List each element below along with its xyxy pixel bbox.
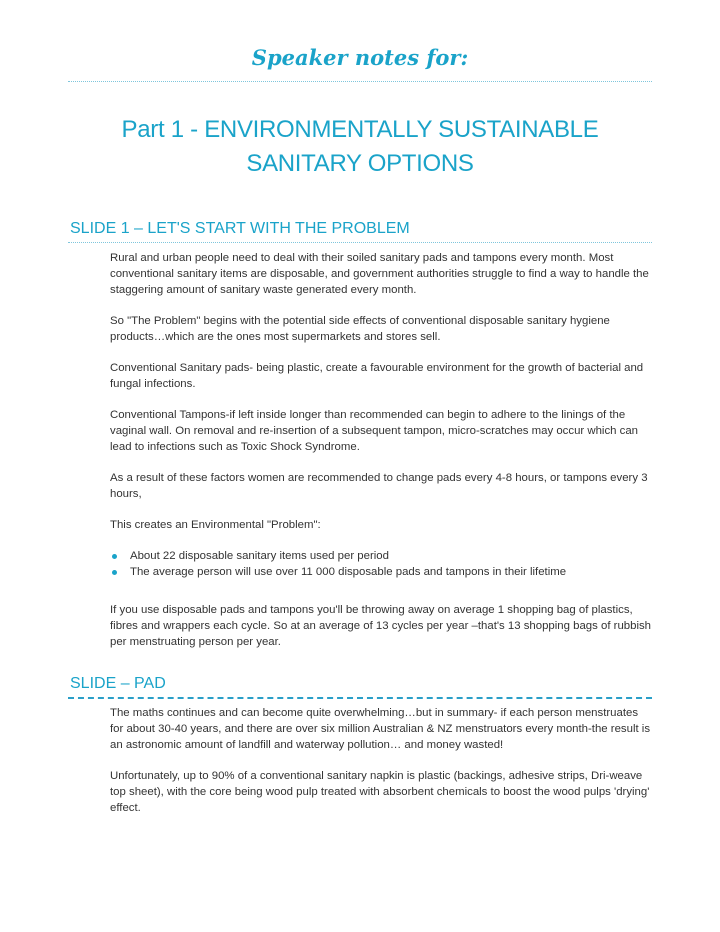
slide1-paragraph: So "The Problem" begins with the potential side effects of conventional disposable sanitary hygiene products…which are the ones most supermarkets and stores sell. [110,315,610,343]
slide1-paragraph: Conventional Tampons-if left inside longer than recommended can begin to adhere to the linings of the vaginal wall. On removal and re-insertion of a subsequent tampon, micro-scratches may occur which can lead to infections such as Toxic Shock Syndrome. [110,409,639,453]
slide1-paragraph: Conventional Sanitary pads- being plastic, create a favourable environment for the growth of bacterial and fungal infections. [110,362,644,390]
slide1-paragraph: This creates an Environmental "Problem": [110,519,321,531]
slide1-content [110,250,652,580]
bullet-item: About 22 disposable sanitary items used per period [110,548,652,564]
part-title: Part 1 - ENVIRONMENTALLY SUSTAINABLE SANITARY OPTIONS [121,116,599,177]
slide2-heading: SLIDE – PAD [70,675,166,692]
header-divider [68,81,652,82]
speaker-notes-heading: Speaker notes for: [251,45,469,70]
slide1-closing-paragraph: If you use disposable pads and tampons you'll be throwing away on average 1 shopping bag of plastics, fibres and wrappers each cycle. So at an average of 13 cycles per year –that's 13 shopping bags of rubbish per menstruating person per year. [110,604,652,648]
problem-bullet-list [110,548,652,580]
slide1-paragraph: As a result of these factors women are recommended to change pads every 4-8 hours, or tampons every 3 hours, [110,472,648,500]
slide2-divider [68,697,652,699]
bullet-item: The average person will use over 11 000 disposable pads and tampons in their lifetime [110,564,652,580]
slide1-divider [68,242,652,243]
slide2-paragraph: The maths continues and can become quite overwhelming…but in summary- if each person menstruates for about 30-40 years, and there are over six million Australian & NZ menstruators every month-the result is an astronomic amount of landfill and waterway pollution… and money wasted! [110,707,651,751]
slide1-heading: SLIDE 1 – LET'S START WITH THE PROBLEM [70,220,410,237]
slide2-paragraph: Unfortunately, up to 90% of a conventional sanitary napkin is plastic (backings, adhesive strips, Dri-weave top sheet), with the core being wood pulp treated with absorbent chemicals to boost the wood pulps 'drying' effect. [110,770,650,814]
slide2-content [110,705,652,831]
slide1-closing-content [110,602,652,665]
slide1-paragraph: Rural and urban people need to deal with their soiled sanitary pads and tampons every month. Most conventional sanitary items are disposable, and government authorities struggle to find a way to handle the staggering amount of sanitary waste generated every month. [110,252,649,296]
